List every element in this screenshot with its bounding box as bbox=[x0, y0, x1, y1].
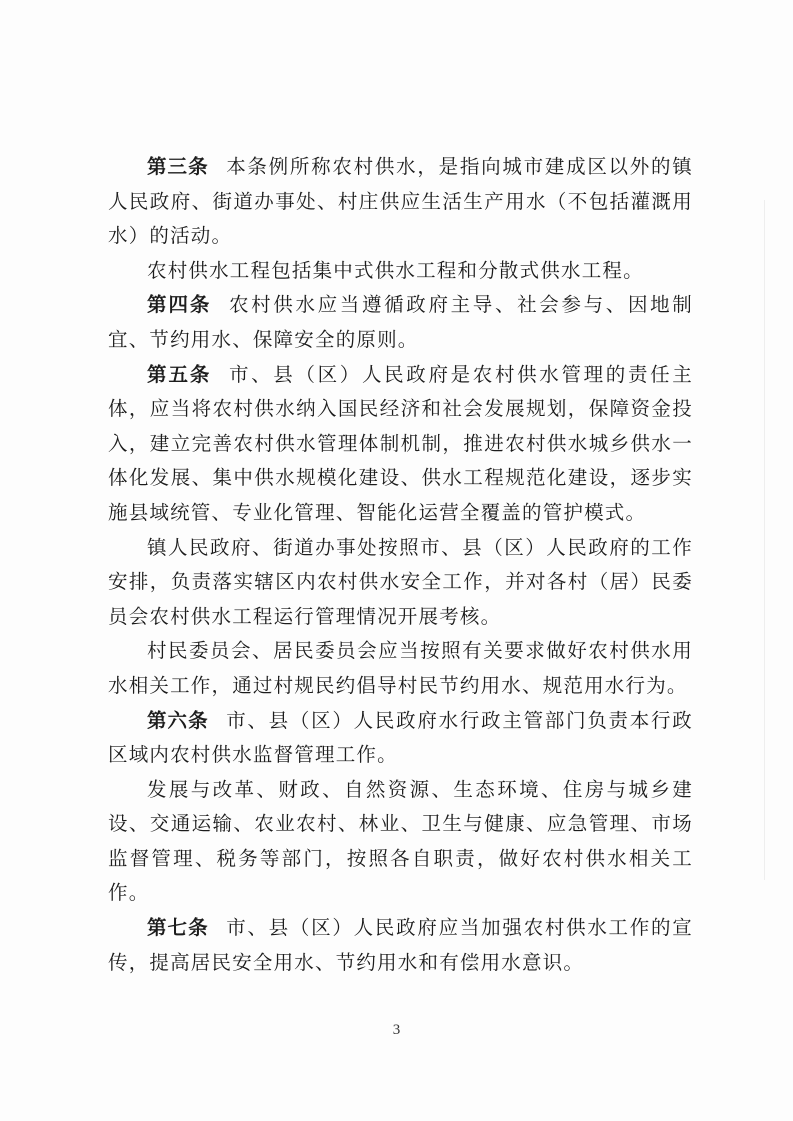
paragraph-article-5-towns bbox=[108, 531, 693, 635]
paragraph-text: 市、县（区）人民政府应当加强农村供水工作的宣传，提高居民安全用水、节约用水和有偿用水意识。 bbox=[108, 916, 693, 974]
page-number: 3 bbox=[392, 1022, 401, 1038]
article-number: 第五条 bbox=[147, 362, 212, 386]
paragraph-article-4 bbox=[108, 288, 693, 357]
article-number: 第三条 bbox=[147, 155, 209, 178]
paragraph-article-6 bbox=[108, 704, 693, 773]
paragraph-text: 发展与改革、财政、自然资源、生态环境、住房与城乡建设、交通运输、农业农村、林业、卫生与健康、应急管理、市场监督管理、税务等部门，按照各自职责，做好农村供水相关工作。 bbox=[108, 777, 693, 905]
paragraph-text: 市、县（区）人民政府是农村供水管理的责任主体，应当将农村供水纳入国民经济和社会发展规划，保障资金投入，建立完善农村供水管理体制机制，推进农村供水城乡供水一体化发展、集中供水规模化建设、供水工程规范化建设，逐步实施县域统管、专业化管理、智能化运营全覆盖的管护模式。 bbox=[108, 362, 693, 524]
paragraph-text: 村民委员会、居民委员会应当按照有关要求做好农村供水用水相关工作，通过村规民约倡导村民节约用水、规范用水行为。 bbox=[108, 639, 693, 697]
paragraph-article-5 bbox=[108, 358, 693, 531]
scan-edge-mark bbox=[764, 200, 765, 880]
paragraph-article-3 bbox=[108, 150, 693, 254]
paragraph-article-7 bbox=[108, 911, 693, 980]
paragraph-text: 本条例所称农村供水，是指向城市建成区以外的镇人民政府、街道办事处、村庄供应生活生产用水（不包括灌溉用水）的活动。 bbox=[108, 155, 693, 248]
paragraph-text: 市、县（区）人民政府水行政主管部门负责本行政区域内农村供水监督管理工作。 bbox=[108, 708, 693, 767]
paragraph-article-6-departments bbox=[108, 773, 693, 911]
paragraph-article-5-committees bbox=[108, 634, 693, 703]
paragraph-text: 镇人民政府、街道办事处按照市、县（区）人民政府的工作安排，负责落实辖区内农村供水安全工作，并对各村（居）民委员会农村供水工程运行管理情况开展考核。 bbox=[108, 535, 693, 628]
paragraph-article-3-supplement bbox=[108, 254, 693, 289]
article-number: 第七条 bbox=[147, 916, 209, 940]
paragraph-text: 农村供水工程包括集中式供水工程和分散式供水工程。 bbox=[147, 258, 644, 282]
document-body bbox=[108, 150, 693, 980]
article-number: 第四条 bbox=[147, 293, 212, 317]
article-number: 第六条 bbox=[147, 708, 209, 732]
paragraph-text: 农村供水应当遵循政府主导、社会参与、因地制宜、节约用水、保障安全的原则。 bbox=[108, 293, 693, 351]
